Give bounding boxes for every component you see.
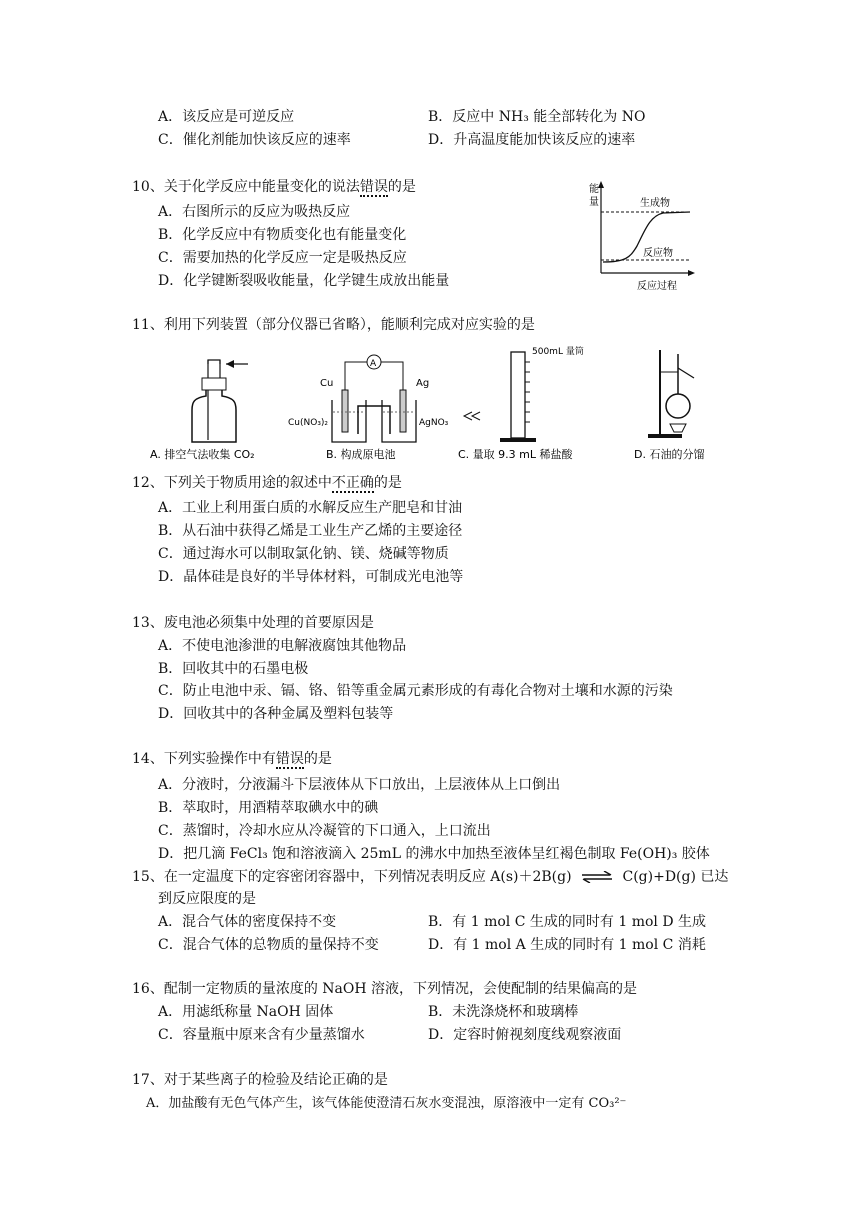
figure-a-gas-bottle <box>148 350 288 462</box>
burner <box>670 424 686 432</box>
product-label: 生成物 <box>640 198 670 209</box>
q14-option-b: B．萃取时，用酒精萃取碘水中的碘 <box>158 800 379 816</box>
tube-tops <box>208 360 220 364</box>
figure-c-cylinder <box>458 340 618 462</box>
q9-option-c: C．催化剂能加快该反应的速率 <box>158 132 351 148</box>
q14-stem: 14、下列实验操作中有错误的是 <box>132 751 332 767</box>
q13-option-d: D．回收其中的各种金属及塑料包装等 <box>158 706 394 722</box>
q11-stem: 11、利用下列装置（部分仪器已省略），能顺利完成对应实验的是 <box>132 317 535 333</box>
q14-option-c: C．蒸馏时，冷却水应从冷凝管的下口通入，上口流出 <box>158 823 491 839</box>
q15-option-a: A．混合气体的密度保持不变 <box>158 914 337 930</box>
left-metal-label: Cu <box>320 378 334 389</box>
bottle <box>192 390 236 442</box>
salt-bridge <box>358 406 390 434</box>
stopper <box>202 378 226 390</box>
right-solution-label: AgNO₃ <box>419 418 449 428</box>
cylinder-base <box>500 438 536 442</box>
q17-stem: 17、对于某些离子的检验及结论正确的是 <box>132 1072 388 1088</box>
q10-option-d: D．化学键断裂吸收能量，化学键生成放出能量 <box>158 273 450 289</box>
q15-option-d: D．有 1 mol A 生成的同时有 1 mol C 消耗 <box>428 937 706 953</box>
q9-option-b: B．反应中 NH₃ 能全部转化为 NO <box>428 109 646 125</box>
q12-stem-emphasis: 不正确 <box>331 475 374 491</box>
x-axis-arrow <box>688 270 695 276</box>
flask <box>666 394 690 418</box>
q15-stem-line2: 到反应限度的是 <box>158 891 256 907</box>
energy-axis-label-2: 量 <box>589 197 599 208</box>
ammeter-label: A <box>370 359 377 369</box>
q9-option-a: A．该反应是可逆反应 <box>158 109 295 125</box>
q16-stem: 16、配制一定物质的量浓度的 NaOH 溶液，下列情况，会使配制的结果偏高的是 <box>132 981 637 997</box>
q14-option-a: A．分液时，分液漏斗下层液体从下口放出，上层液体从上口倒出 <box>158 777 561 793</box>
q14-stem-emphasis: 错误 <box>275 751 304 767</box>
q12-option-b: B．从石油中获得乙烯是工业生产乙烯的主要途径 <box>158 523 463 539</box>
figure-b-galvanic-cell <box>288 350 460 462</box>
q10-option-b: B．化学反应中有物质变化也有能量变化 <box>158 227 407 243</box>
q10-option-a: A．右图所示的反应为吸热反应 <box>158 204 351 220</box>
q10-stem-emphasis: 错误 <box>359 179 388 195</box>
cylinder-label: 500mL 量筒 <box>532 347 584 357</box>
q12-option-d: D．晶体硅是良好的半导体材料，可制成光电池等 <box>158 569 464 585</box>
arrow-left-icon <box>226 360 234 368</box>
q16-option-b: B．未洗涤烧杯和玻璃棒 <box>428 1004 579 1020</box>
q13-option-c: C．防止电池中汞、镉、铬、铅等重金属元素形成的有毒化合物对土壤和水源的污染 <box>158 683 673 699</box>
reactant-label: 反应物 <box>643 248 673 259</box>
q12-stem: 12、下列关于物质用途的叙述中不正确的是 <box>132 475 402 491</box>
cylinder-body <box>511 352 525 438</box>
q13-option-b: B．回收其中的石墨电极 <box>158 661 309 677</box>
q16-option-a: A．用滤纸称量 NaOH 固体 <box>158 1004 334 1020</box>
q12-option-c: C．通过海水可以制取氯化钠、镁、烧碱等物质 <box>158 546 449 562</box>
q10-option-c: C．需要加热的化学反应一定是吸热反应 <box>158 250 407 266</box>
q13-option-a: A．不使电池渗泄的电解液腐蚀其他物品 <box>158 638 407 654</box>
side-arm <box>678 368 694 378</box>
q12-option-a: A．工业上利用蛋白质的水解反应生产肥皂和甘油 <box>158 500 463 516</box>
energy-diagram <box>585 178 700 296</box>
q15-stem-line1: 15、在一定温度下的定容密闭容器中，下列情况表明反应 A(s)＋2B(g) C(g)+D(g) 已达 <box>132 869 729 885</box>
energy-axis-label-1: 能 <box>589 184 599 195</box>
figure-d-caption: D. 石油的分馏 <box>634 448 705 461</box>
stand-base <box>648 434 682 438</box>
figure-d-distillation <box>620 348 730 464</box>
q10-stem: 10、关于化学反应中能量变化的说法错误的是 <box>132 179 416 195</box>
q16-option-c: C．容量瓶中原来含有少量蒸馏水 <box>158 1027 365 1043</box>
x-axis-label: 反应过程 <box>637 281 677 292</box>
cu-electrode <box>342 390 348 432</box>
left-solution-label: Cu(NO₃)₂ <box>288 418 329 428</box>
figure-c-caption: C. 量取 9.3 mL 稀盐酸 <box>458 448 573 461</box>
q13-stem: 13、废电池必须集中处理的首要原因是 <box>132 615 374 631</box>
q14-option-d: D．把几滴 FeCl₃ 饱和溶液滴入 25mL 的沸水中加热至液体呈红褐色制取 Fe(OH)₃ 胶体 <box>158 846 710 862</box>
equilibrium-arrows-icon <box>580 871 614 883</box>
q15-option-c: C．混合气体的总物质的量保持不变 <box>158 937 379 953</box>
q17-option-a: A．加盐酸有无色气体产生，该气体能使澄清石灰水变混浊，原溶液中一定有 CO₃²⁻ <box>146 1096 627 1111</box>
q9-option-d: D．升高温度能加快该反应的速率 <box>428 132 636 148</box>
right-metal-label: Ag <box>416 378 430 389</box>
ag-electrode <box>400 390 406 432</box>
figure-a-caption: A. 排空气法收集 CO₂ <box>150 448 255 461</box>
figure-b-caption: B. 构成原电池 <box>326 448 396 461</box>
eye-sight-icon <box>464 412 480 420</box>
q15-option-b: B．有 1 mol C 生成的同时有 1 mol D 生成 <box>428 914 707 930</box>
q16-option-d: D．定容时俯视刻度线观察液面 <box>428 1027 622 1043</box>
